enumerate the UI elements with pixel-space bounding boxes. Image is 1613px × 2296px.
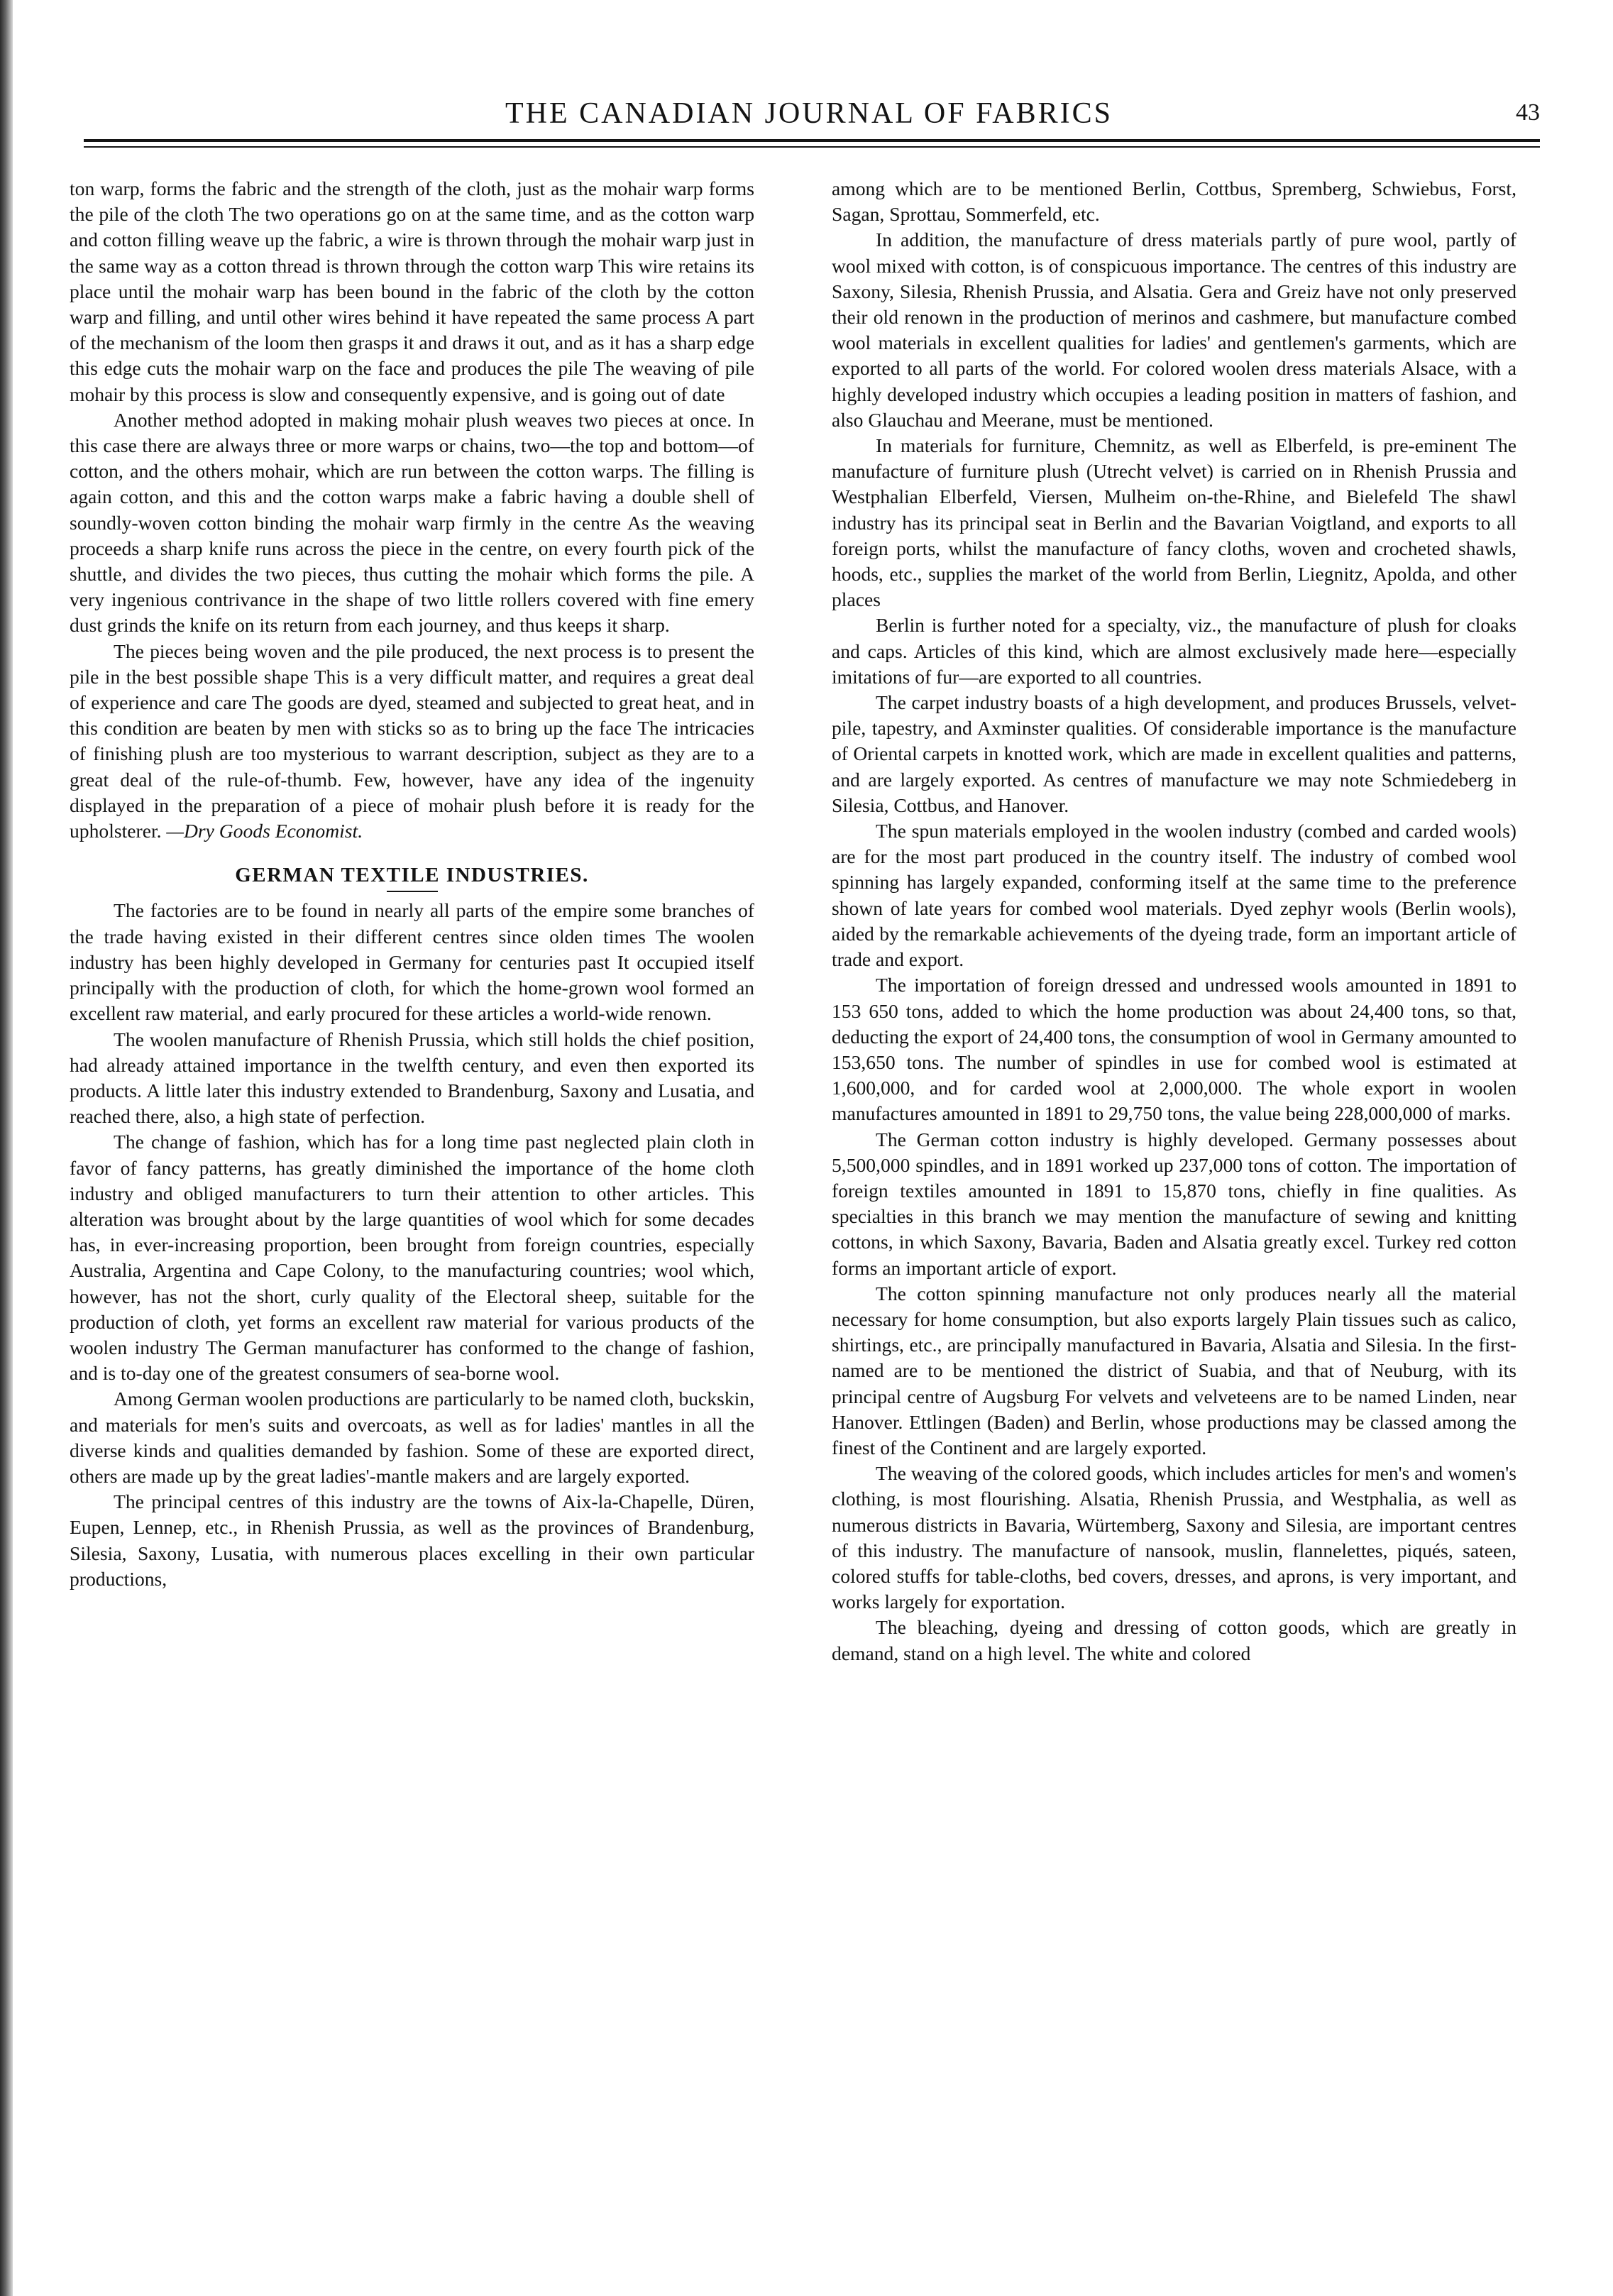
paragraph xyxy=(70,639,754,845)
paragraph: The principal centres of this industry are the towns of Aix-la-Chapelle, Düren, Eupen, Lennep, etc., in Rhenish Prussia, as well as the provinces of Brandenburg, Silesia, Saxony, Lusatia, with numerous places excelling in their own particular productions, xyxy=(70,1490,754,1590)
right-column xyxy=(832,176,1516,1666)
paragraph: The spun materials employed in the woolen industry (combed and carded wools) are for the most part produced in the country itself. The industry of combed wool spinning has largely expanded, conforming itself at the same time to the preference shown of late years for combed wool materials. Dyed zephyr wools (Berlin wools), aided by the remarkable achievements of the dyeing trade, form an important article of trade and export. xyxy=(832,820,1516,971)
page-header xyxy=(78,91,1540,133)
paragraph: Berlin is further noted for a specialty, viz., the manufacture of plush for cloaks and caps. Articles of this kind, which are almost exclusively made here—especially imitations of fur—are exported to all countries. xyxy=(832,614,1516,688)
paragraph-text: The pieces being woven and the pile produced, the next process is to present the pile in the best possible shape This is a very difficult matter, and requires a great deal of experience and care The goods are dyed, steamed and subjected to great heat, and in this condition are beaten by men with sticks so as to bring up the face The intricacies of finishing plush are too mysterious to warrant description, subject as they are to a great deal of the rule-of-thumb. Few, however, have any idea of the ingenuity displayed in the preparation of a piece of mohair plush before it is ready for the upholsterer. xyxy=(70,639,754,842)
paragraph: ton warp, forms the fabric and the strength of the cloth, just as the mohair warp forms the pile of the cloth The two operations go on at the same time, and as the cotton warp and cotton filling weave up the fabric, a wire is thrown through the mohair warp just in the same way as a cotton thread is thrown through the cotton warp This wire retains its place until the mohair warp has been bound in the fabric of the cloth by the cotton warp and filling, and until other wires behind it have repeated the same process A part of the mechanism of the loom then grasps it and draws it out, and as it has a sharp edge this edge cuts the mohair warp on the face and produces the pile The weaving of pile mohair by this process is slow and consequently expensive, and is going out of date xyxy=(70,177,754,405)
paragraph: The cotton spinning manufacture not only produces nearly all the material necessary for home consumption, but also exports largely Plain tissues such as calico, shirtings, etc., are principally manufactured in Bavaria, Alsatia and Silesia. In the first-named are to be mentioned the district of Suabia, and that of Neuburg, with its principal centre of Augsburg For velvets and velveteens are to be named Linden, near Hanover. Ettlingen (Baden) and Berlin, whose productions may be classed among the finest of the Continent and are largely exported. xyxy=(832,1282,1516,1459)
left-column xyxy=(70,176,754,1592)
paragraph: The weaving of the colored goods, which includes articles for men's and women's clothing, is most flourishing. Alsatia, Rhenish Prussia, and Westphalia, as well as numerous districts in Bavaria, Würtemberg, Saxony and Silesia, are important centres of this industry. The manufacture of nansook, muslin, flannelettes, piqués, sateen, colored stuffs for table-cloths, bed covers, dresses, and aprons, is very important, and works largely for exportation. xyxy=(832,1462,1516,1613)
journal-title: THE CANADIAN JOURNAL OF FABRICS xyxy=(505,97,1113,130)
paragraph: The carpet industry boasts of a high development, and produces Brussels, velvet-pile, tapestry, and Axminster qualities. Of considerable importance is the manufacture of Oriental carpets in knotted work, which are made in excellent qualities and patterns, and are largely exported. As centres of manufacture we may note Schmiedeberg in Silesia, Cottbus, and Hanover. xyxy=(832,691,1516,816)
paragraph: The bleaching, dyeing and dressing of cotton goods, which are greatly in demand, stand on a high level. The white and colored xyxy=(832,1616,1516,1664)
paragraph: The factories are to be found in nearly all parts of the empire some branches of the trade having existed in their different centres since olden times The woolen industry has been highly developed in Germany for centuries past It occupied itself principally with the production of cloth, for which the home-grown wool formed an excellent raw material, and early procured for these articles a world-wide renown. xyxy=(70,899,754,1025)
paragraph: The woolen manufacture of Rhenish Prussia, which still holds the chief position, had already attained importance in the twelfth century, and even then exported its products. A little later this industry extended to Brandenburg, Saxony and Lusatia, and reached there, also, a high state of perfection. xyxy=(70,1028,754,1128)
paragraph: Another method adopted in making mohair plush weaves two pieces at once. In this case there are always three or more warps or chains, two—the top and bottom—of cotton, and the others mohair, which are run between the cotton warps. The filling is again cotton, and this and the cotton warps make a fabric having a double shell of soundly-woven cotton binding the mohair warp firmly in the centre As the weaving proceeds a sharp knife runs across the piece in the centre, on every fourth pick of the shuttle, and divides the two pieces, thus cutting the mohair which forms the pile. A very ingenious contrivance in the shape of two little rollers covered with fine emery dust grinds the knife on its return from each journey, and thus keeps it sharp. xyxy=(70,408,754,637)
paragraph: Among German woolen productions are particularly to be named cloth, buckskin, and materials for men's suits and overcoats, as well as for ladies' mantles in all the diverse kinds and qualities demanded by fashion. Some of these are exported direct, others are made up by the great ladies'-mantle makers and are largely exported. xyxy=(70,1388,754,1487)
article-source: —Dry Goods Economist. xyxy=(166,820,363,842)
book-spine-edge xyxy=(0,0,13,2296)
paragraph: The German cotton industry is highly developed. Germany possesses about 5,500,000 spindles, and in 1891 worked up 237,000 tons of cotton. The importation of foreign textiles amounted in 1891 to 15,870 tons, chiefly in fine qualities. As specialties in this branch we may mention the manufacture of sewing and knitting cottons, in which Saxony, Bavaria, Baden and Alsatia greatly excel. Turkey red cotton forms an important article of export. xyxy=(832,1128,1516,1279)
header-rule-thick xyxy=(84,139,1540,142)
paragraph: The change of fashion, which has for a long time past neglected plain cloth in favor of fancy patterns, has greatly diminished the importance of the home cloth industry and obliged manufacturers to turn their attention to other articles. This alteration was brought about by the large quantities of wool which for some decades has, in ever-increasing proportion, been brought from foreign countries, especially Australia, Argentina and Cape Colony, to the manufacturing countries; wool which, however, has not the short, curly quality of the Electoral sheep, suitable for the production of cloth, yet forms an excellent raw material for various products of the woolen industry The German manufacturer has conformed to the change of fashion, and is to-day one of the greatest consumers of sea-borne wool. xyxy=(70,1131,754,1385)
paragraph: In addition, the manufacture of dress materials partly of pure wool, partly of wool mixed with cotton, is of conspicuous importance. The centres of this industry are Saxony, Silesia, Rhenish Prussia, and Alsatia. Gera and Greiz have not only preserved their old renown in the production of merinos and cashmere, but manufacture combed wool materials in excellent qualities for ladies' and gentlemen's garments, which are exported to all parts of the world. For colored woolen dress materials Alsace, with a highly developed industry which occupies a leading position in matters of fashion, and also Glauchau and Meerane, must be mentioned. xyxy=(832,229,1516,431)
paragraph: The importation of foreign dressed and undressed wools amounted in 1891 to 153 650 tons, added to which the home production was about 24,400 tons, so that, deducting the export of 24,400 tons, the consumption of wool in Germany amounted to 153,650 tons. The number of spindles in use for combed wool is estimated at 1,600,000, and for carded wool at 2,000,000. The whole export in woolen manufactures amounted in 1891 to 29,750 tons, the value being 228,000,000 of marks. xyxy=(832,974,1516,1125)
page-number: 43 xyxy=(1516,99,1540,126)
section-heading: GERMAN TEXTILE INDUSTRIES. xyxy=(235,864,589,887)
paragraph: among which are to be mentioned Berlin, Cottbus, Spremberg, Schwiebus, Forst, Sagan, Sprottau, Sommerfeld, etc. xyxy=(832,177,1516,226)
header-rule-thin xyxy=(84,146,1540,148)
heading-divider xyxy=(387,891,438,892)
paragraph: In materials for furniture, Chemnitz, as well as Elberfeld, is pre-eminent The manufacture of furniture plush (Utrecht velvet) is carried on in Rhenish Prussia and Westphalian Elberfeld, Viersen, Mulheim on-the-Rhine, and Bielefeld The shawl industry has its principal seat in Berlin and the Bavarian Voigtland, and exports to all foreign ports, whilst the manufacture of fancy cloths, woven and crocheted shawls, hoods, etc., supplies the market of the world from Berlin, Liegnitz, Apolda, and other places xyxy=(832,434,1516,611)
